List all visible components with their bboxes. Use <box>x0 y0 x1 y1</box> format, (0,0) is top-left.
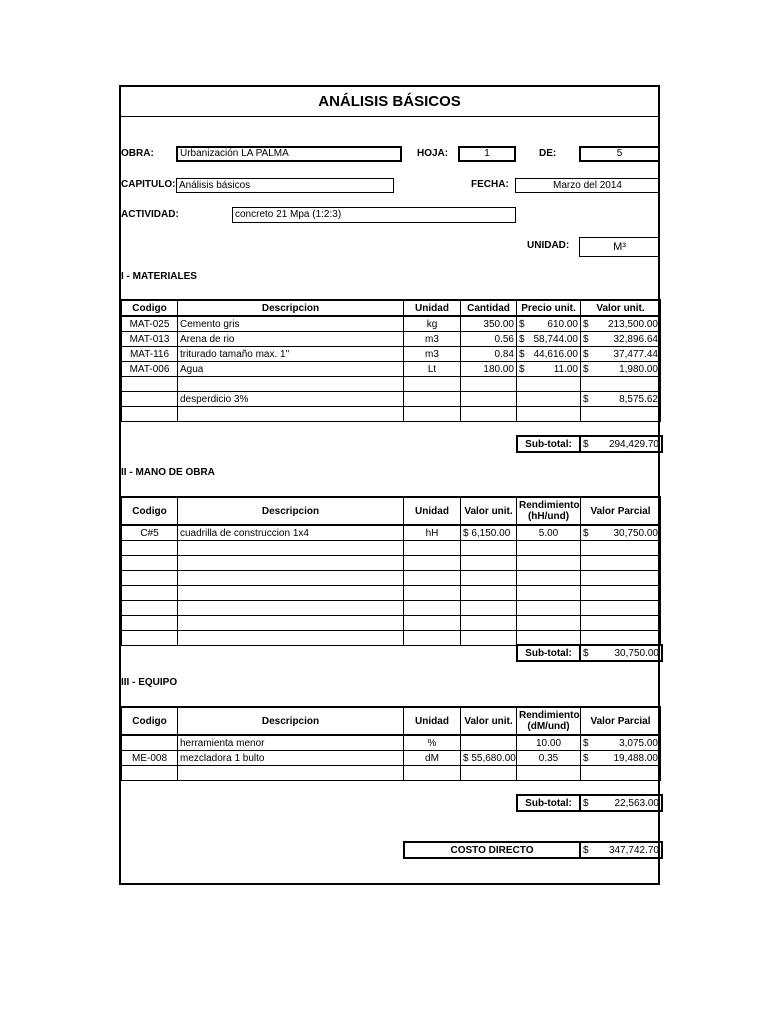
cell-empty[interactable] <box>178 586 404 601</box>
cell-precio[interactable] <box>517 332 581 347</box>
cell-empty[interactable] <box>122 541 178 556</box>
table-row[interactable] <box>122 316 661 332</box>
cell-valor[interactable] <box>581 347 661 362</box>
cell-empty[interactable] <box>461 571 517 586</box>
cell-descripcion[interactable]: cuadrilla de construccion 1x4 <box>178 525 404 541</box>
subtotal-label: Sub-total: <box>517 436 580 452</box>
cell-unidad[interactable]: hH <box>404 525 461 541</box>
cell-valor-unit[interactable]: $ 6,150.00 <box>461 525 517 541</box>
table-row[interactable] <box>122 332 661 347</box>
cell-empty[interactable] <box>122 377 178 392</box>
cell-parcial[interactable] <box>581 525 661 541</box>
precio-value: 11.00 <box>553 363 578 375</box>
currency-symbol: $ <box>583 393 589 405</box>
desperdicio-row[interactable] <box>122 392 661 407</box>
cell-empty[interactable] <box>461 616 517 631</box>
section-mano-obra-title: II - MANO DE OBRA <box>121 467 215 478</box>
cell-empty[interactable] <box>122 586 178 601</box>
cell-unidad[interactable]: Lt <box>404 362 461 377</box>
cell-descripcion[interactable]: mezcladora 1 bulto <box>178 751 404 766</box>
cell-empty[interactable] <box>404 556 461 571</box>
col-descripcion: Descripcion <box>178 497 404 525</box>
cell-empty[interactable] <box>461 631 517 646</box>
de-field[interactable]: 5 <box>579 146 660 162</box>
cell-descripcion[interactable]: triturado tamaño max. 1" <box>178 347 404 362</box>
cell-cantidad[interactable]: 0.84 <box>461 347 517 362</box>
cell-empty[interactable] <box>404 766 461 781</box>
table-row-empty[interactable] <box>122 556 661 571</box>
cell-empty[interactable] <box>178 601 404 616</box>
cell-precio[interactable] <box>517 316 581 332</box>
cell-empty[interactable] <box>404 616 461 631</box>
col-descripcion: Descripcion <box>178 707 404 735</box>
cell-empty[interactable] <box>517 407 581 422</box>
cell-rendimiento[interactable]: 5.00 <box>517 525 581 541</box>
hoja-field[interactable]: 1 <box>458 146 516 162</box>
table-row[interactable] <box>122 347 661 362</box>
currency-symbol: $ <box>583 737 589 749</box>
cell-empty[interactable] <box>517 571 581 586</box>
cell-valor[interactable] <box>581 362 661 377</box>
currency-symbol: $ <box>583 527 589 539</box>
fecha-field[interactable]: Marzo del 2014 <box>515 178 660 193</box>
col-descripcion: Descripcion <box>178 300 404 316</box>
subtotal-value-cell[interactable] <box>580 795 662 811</box>
cell-descripcion[interactable]: herramienta menor <box>178 735 404 751</box>
cell-empty[interactable] <box>178 616 404 631</box>
desperdicio-label[interactable]: desperdicio 3% <box>178 392 404 407</box>
valor-value: 213,500.00 <box>607 318 658 330</box>
analysis-sheet <box>119 85 660 885</box>
currency-symbol: $ <box>583 318 589 330</box>
cell-rendimiento[interactable]: 0.35 <box>517 751 581 766</box>
col-rendimiento: Rendimiento (hH/und) <box>517 497 581 525</box>
col-unidad: Unidad <box>404 497 461 525</box>
currency-symbol: $ <box>583 647 589 659</box>
table-row-empty[interactable] <box>122 601 661 616</box>
cell-empty[interactable] <box>404 377 461 392</box>
col-codigo: Codigo <box>122 497 178 525</box>
materiales-subtotal <box>516 435 663 453</box>
materiales-table <box>121 299 661 422</box>
cell-empty[interactable] <box>517 586 581 601</box>
cell-empty[interactable] <box>581 556 661 571</box>
fecha-label: FECHA: <box>471 179 509 190</box>
costo-directo <box>403 841 663 859</box>
subtotal-value: 22,563.00 <box>614 797 659 809</box>
table-row[interactable] <box>122 362 661 377</box>
cell-valor[interactable] <box>581 332 661 347</box>
parcial-value: 30,750.00 <box>613 527 658 539</box>
col-precio-unit: Precio unit. <box>517 300 581 316</box>
currency-symbol: $ <box>583 363 589 375</box>
currency-symbol: $ <box>519 348 525 360</box>
cell-empty[interactable] <box>581 616 661 631</box>
cell-empty[interactable] <box>404 541 461 556</box>
capitulo-label: CAPITULO: <box>121 179 176 190</box>
cell-empty[interactable] <box>461 766 517 781</box>
desperdicio-value-cell[interactable] <box>581 392 661 407</box>
precio-value: 610.00 <box>547 318 578 330</box>
cell-empty[interactable] <box>517 766 581 781</box>
cell-parcial[interactable] <box>581 751 661 766</box>
cell-precio[interactable] <box>517 347 581 362</box>
equipo-table <box>121 706 661 781</box>
cell-codigo[interactable]: MAT-025 <box>122 316 178 332</box>
cell-empty[interactable] <box>178 407 404 422</box>
subtotal-value-cell[interactable] <box>580 436 662 452</box>
col-valor-parcial: Valor Parcial <box>581 497 661 525</box>
parcial-value: 3,075.00 <box>619 737 658 749</box>
cell-precio[interactable] <box>517 362 581 377</box>
cell-empty[interactable] <box>178 541 404 556</box>
cell-codigo[interactable]: C#5 <box>122 525 178 541</box>
precio-value: 44,616.00 <box>533 348 578 360</box>
cell-empty[interactable] <box>178 377 404 392</box>
capitulo-field[interactable]: Análisis básicos <box>176 178 394 193</box>
cell-empty[interactable] <box>461 601 517 616</box>
cell-empty[interactable] <box>517 392 581 407</box>
table-row-empty[interactable] <box>122 377 661 392</box>
mano-obra-header-row <box>122 497 661 525</box>
cell-empty[interactable] <box>581 766 661 781</box>
cell-empty[interactable] <box>404 601 461 616</box>
cell-descripcion[interactable]: Agua <box>178 362 404 377</box>
costo-directo-value-cell[interactable] <box>580 842 662 858</box>
cell-empty[interactable] <box>581 571 661 586</box>
col-cantidad: Cantidad <box>461 300 517 316</box>
cell-unidad[interactable]: m3 <box>404 347 461 362</box>
currency-symbol: $ <box>519 363 525 375</box>
col-valor-unit: Valor unit. <box>461 497 517 525</box>
cell-cantidad[interactable]: 350.00 <box>461 316 517 332</box>
cell-empty[interactable] <box>581 601 661 616</box>
currency-symbol: $ <box>583 438 589 450</box>
valor-value: 32,896.64 <box>613 333 658 345</box>
parcial-value: 19,488.00 <box>613 752 658 764</box>
mano-obra-table <box>121 496 661 646</box>
cell-cantidad[interactable]: 180.00 <box>461 362 517 377</box>
currency-symbol: $ <box>519 333 525 345</box>
mano-obra-subtotal <box>516 644 663 662</box>
desperdicio-value: 8,575.62 <box>619 393 658 405</box>
table-row-empty[interactable] <box>122 571 661 586</box>
cell-codigo[interactable]: MAT-006 <box>122 362 178 377</box>
cell-empty[interactable] <box>404 407 461 422</box>
sheet-title: ANÁLISIS BÁSICOS <box>121 87 658 117</box>
cell-empty[interactable] <box>404 631 461 646</box>
cell-unidad[interactable]: % <box>404 735 461 751</box>
section-materiales-title: I - MATERIALES <box>121 271 197 282</box>
cell-empty[interactable] <box>122 392 178 407</box>
table-row[interactable] <box>122 525 661 541</box>
cell-codigo[interactable] <box>122 735 178 751</box>
valor-value: 37,477.44 <box>613 348 658 360</box>
obra-label: OBRA: <box>121 148 154 159</box>
cell-valor[interactable] <box>581 316 661 332</box>
cell-unidad[interactable]: dM <box>404 751 461 766</box>
currency-symbol: $ <box>583 348 589 360</box>
costo-directo-value: 347,742.70 <box>608 844 659 856</box>
table-row-empty[interactable] <box>122 616 661 631</box>
equipo-subtotal <box>516 794 663 812</box>
actividad-field[interactable]: concreto 21 Mpa (1:2:3) <box>232 207 516 223</box>
cell-empty[interactable] <box>404 571 461 586</box>
cell-empty[interactable] <box>178 571 404 586</box>
cell-empty[interactable] <box>517 601 581 616</box>
cell-empty[interactable] <box>581 541 661 556</box>
col-unidad: Unidad <box>404 300 461 316</box>
table-row-empty[interactable] <box>122 541 661 556</box>
cell-empty[interactable] <box>461 586 517 601</box>
cell-empty[interactable] <box>517 541 581 556</box>
cell-rendimiento[interactable]: 10.00 <box>517 735 581 751</box>
cell-empty[interactable] <box>404 392 461 407</box>
cell-empty[interactable] <box>461 556 517 571</box>
col-rendimiento: Rendimiento (dM/und) <box>517 707 581 735</box>
cell-empty[interactable] <box>122 766 178 781</box>
cell-empty[interactable] <box>461 392 517 407</box>
precio-value: 58,744.00 <box>533 333 578 345</box>
cell-empty[interactable] <box>461 377 517 392</box>
cell-empty[interactable] <box>517 616 581 631</box>
cell-codigo[interactable]: MAT-013 <box>122 332 178 347</box>
cell-empty[interactable] <box>178 766 404 781</box>
materiales-header-row <box>122 300 661 316</box>
subtotal-value: 294,429.70 <box>608 438 659 450</box>
cell-empty[interactable] <box>122 407 178 422</box>
cell-descripcion[interactable]: Arena de rio <box>178 332 404 347</box>
cell-valor-unit[interactable]: $ 55,680.00 <box>461 751 517 766</box>
col-codigo: Codigo <box>122 707 178 735</box>
subtotal-value-cell[interactable] <box>580 645 662 661</box>
table-row-empty[interactable] <box>122 407 661 422</box>
cell-codigo[interactable]: MAT-116 <box>122 347 178 362</box>
cell-parcial[interactable] <box>581 735 661 751</box>
valor-value: 1,980.00 <box>619 363 658 375</box>
cell-empty[interactable] <box>461 407 517 422</box>
col-codigo: Codigo <box>122 300 178 316</box>
cell-empty[interactable] <box>122 616 178 631</box>
col-unidad: Unidad <box>404 707 461 735</box>
equipo-header-row <box>122 707 661 735</box>
table-row-empty[interactable] <box>122 586 661 601</box>
cell-unidad[interactable]: m3 <box>404 332 461 347</box>
currency-symbol: $ <box>583 844 589 856</box>
table-row[interactable] <box>122 751 661 766</box>
obra-field[interactable]: Urbanización LA PALMA <box>176 146 402 162</box>
cell-empty[interactable] <box>581 407 661 422</box>
de-label: DE: <box>539 148 557 159</box>
unidad-label: UNIDAD: <box>527 240 570 251</box>
cell-empty[interactable] <box>122 601 178 616</box>
actividad-label: ACTIVIDAD: <box>121 209 179 220</box>
currency-symbol: $ <box>583 333 589 345</box>
subtotal-value: 30,750.00 <box>614 647 659 659</box>
cell-codigo[interactable]: ME-008 <box>122 751 178 766</box>
cell-empty[interactable] <box>122 556 178 571</box>
cell-empty[interactable] <box>461 541 517 556</box>
subtotal-label: Sub-total: <box>517 645 580 661</box>
col-valor-parcial: Valor Parcial <box>581 707 661 735</box>
cell-valor-unit[interactable] <box>461 735 517 751</box>
cell-empty[interactable] <box>517 556 581 571</box>
costo-directo-label: COSTO DIRECTO <box>404 842 580 858</box>
currency-symbol: $ <box>519 318 525 330</box>
cell-unidad[interactable]: kg <box>404 316 461 332</box>
col-valor-unit: Valor unit. <box>461 707 517 735</box>
table-row[interactable] <box>122 735 661 751</box>
currency-symbol: $ <box>583 752 589 764</box>
cell-empty[interactable] <box>581 586 661 601</box>
section-equipo-title: III - EQUIPO <box>121 677 178 688</box>
cell-empty[interactable] <box>581 377 661 392</box>
subtotal-label: Sub-total: <box>517 795 580 811</box>
hoja-label: HOJA: <box>417 148 449 159</box>
cell-cantidad[interactable]: 0.56 <box>461 332 517 347</box>
cell-empty[interactable] <box>404 586 461 601</box>
cell-empty[interactable] <box>178 556 404 571</box>
cell-empty[interactable] <box>122 571 178 586</box>
currency-symbol: $ <box>583 797 589 809</box>
cell-empty[interactable] <box>178 631 404 646</box>
table-row-empty[interactable] <box>122 766 661 781</box>
cell-empty[interactable] <box>517 377 581 392</box>
unidad-field[interactable]: M³ <box>579 237 660 257</box>
col-valor-unit: Valor unit. <box>581 300 661 316</box>
cell-descripcion[interactable]: Cemento gris <box>178 316 404 332</box>
cell-empty[interactable] <box>122 631 178 646</box>
